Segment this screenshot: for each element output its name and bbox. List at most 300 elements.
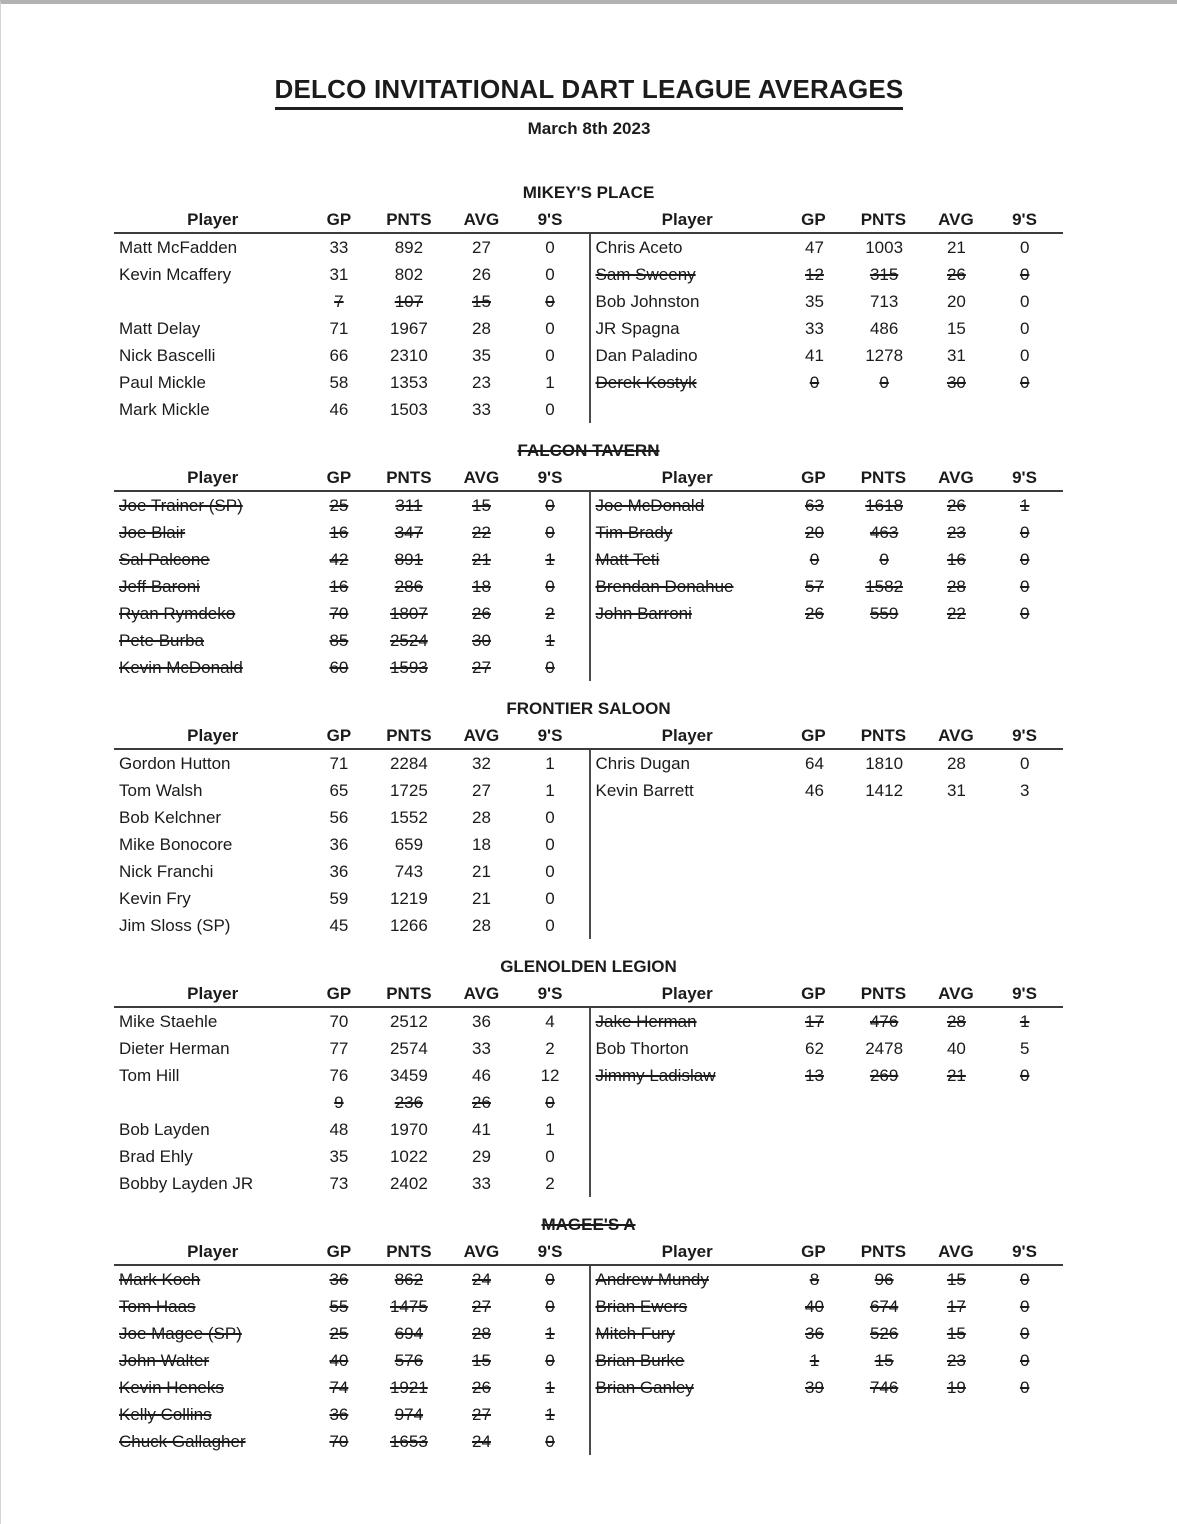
table-row xyxy=(591,288,1064,315)
gp-cell: 36 xyxy=(329,835,349,854)
right-table-rows xyxy=(589,750,1064,939)
avg-cell: 21 xyxy=(946,238,966,257)
player-name-cell: Andrew Mundy xyxy=(595,1270,709,1289)
nines-cell: 0 xyxy=(1019,319,1030,338)
gp-cell: 71 xyxy=(329,319,349,338)
left-table-header xyxy=(114,982,589,1006)
gp-cell: 16 xyxy=(329,523,349,542)
player-column-header: Player xyxy=(661,210,713,229)
table-row xyxy=(114,1293,589,1320)
pnts-cell: 659 xyxy=(394,835,424,854)
avg-cell: 22 xyxy=(472,523,491,542)
nines-cell: 0 xyxy=(1019,1270,1030,1289)
avg-cell: 15 xyxy=(472,496,491,515)
avg-cell: 46 xyxy=(472,1066,491,1085)
left-table-header xyxy=(114,724,589,748)
nines-cell: 0 xyxy=(1019,1378,1030,1397)
avg-column-header: AVG xyxy=(463,468,500,487)
left-table-header xyxy=(114,466,589,490)
nines-cell: 0 xyxy=(545,577,555,596)
pnts-cell: 2524 xyxy=(389,631,428,650)
gp-cell: 8 xyxy=(809,1270,820,1289)
gp-cell: 36 xyxy=(329,1270,349,1289)
gp-cell: 41 xyxy=(804,346,824,365)
table-row xyxy=(114,369,589,396)
nines-cell: 0 xyxy=(1019,265,1030,284)
avg-cell: 15 xyxy=(946,1270,966,1289)
table-row xyxy=(591,600,1064,627)
section-title: FALCON TAVERN xyxy=(517,441,660,460)
nines-cell: 5 xyxy=(1019,1039,1030,1058)
avg-cell: 21 xyxy=(472,862,491,881)
avg-cell: 28 xyxy=(472,808,491,827)
table-row xyxy=(114,1008,589,1035)
pnts-cell: 2478 xyxy=(865,1039,904,1058)
pnts-cell: 743 xyxy=(394,862,424,881)
avg-cell: 26 xyxy=(472,265,491,284)
nines-cell: 0 xyxy=(545,1270,555,1289)
table-row xyxy=(114,1347,589,1374)
avg-cell: 22 xyxy=(946,604,966,623)
player-name-cell: Brad Ehly xyxy=(119,1147,193,1166)
nines-cell: 0 xyxy=(545,808,555,827)
table-row xyxy=(591,261,1064,288)
nines-cell: 0 xyxy=(1019,292,1030,311)
pnts-cell: 2310 xyxy=(389,346,428,365)
table-row xyxy=(591,1266,1064,1293)
player-column-header: Player xyxy=(187,468,239,487)
nines-cell: 1 xyxy=(545,1120,555,1139)
pnts-column-header: PNTS xyxy=(386,726,432,745)
pnts-cell: 1582 xyxy=(865,577,904,596)
avg-cell: 15 xyxy=(946,1324,966,1343)
avg-cell: 28 xyxy=(472,319,491,338)
right-table-rows xyxy=(589,492,1064,681)
nines-cell: 0 xyxy=(545,496,555,515)
avg-cell: 15 xyxy=(472,292,491,311)
pnts-cell: 107 xyxy=(394,292,424,311)
player-name-cell: Bobby Layden JR xyxy=(119,1174,254,1193)
player-name-cell: Tom Haas xyxy=(119,1297,196,1316)
gp-cell: 64 xyxy=(804,754,824,773)
avg-cell: 32 xyxy=(472,754,491,773)
pnts-cell: 347 xyxy=(394,523,424,542)
player-name-cell: Jake Herman xyxy=(595,1012,697,1031)
league-section xyxy=(114,954,1063,1197)
nines-cell: 0 xyxy=(1019,1351,1030,1370)
nines-cell: 0 xyxy=(1019,346,1030,365)
table-row xyxy=(114,1266,589,1293)
gp-cell: 73 xyxy=(329,1174,349,1193)
table-row xyxy=(114,1089,589,1116)
avg-column-header: AVG xyxy=(463,210,500,229)
table-row xyxy=(114,1035,589,1062)
gp-cell: 59 xyxy=(329,889,349,908)
table-row xyxy=(114,573,589,600)
avg-cell: 28 xyxy=(472,1324,491,1343)
pnts-cell: 974 xyxy=(394,1405,424,1424)
gp-cell: 63 xyxy=(804,496,824,515)
section-title: MIKEY'S PLACE xyxy=(522,183,655,202)
nines-cell: 1 xyxy=(545,373,555,392)
player-name-cell: Mike Staehle xyxy=(119,1012,218,1031)
right-table-header xyxy=(589,208,1064,232)
gp-cell: 16 xyxy=(329,577,349,596)
avg-cell: 28 xyxy=(946,1012,966,1031)
table-row xyxy=(114,1401,589,1428)
avg-cell: 41 xyxy=(472,1120,491,1139)
player-name-cell: Tim Brady xyxy=(595,523,673,542)
nines-column-header: 9'S xyxy=(537,726,563,745)
table-row xyxy=(114,1062,589,1089)
avg-column-header: AVG xyxy=(463,984,500,1003)
nines-cell: 1 xyxy=(545,1324,555,1343)
table-row xyxy=(591,1035,1064,1062)
pnts-cell: 0 xyxy=(879,550,889,569)
table-row xyxy=(114,627,589,654)
pnts-cell: 1921 xyxy=(389,1378,428,1397)
player-column-header: Player xyxy=(661,468,713,487)
gp-cell: 35 xyxy=(329,1147,349,1166)
nines-cell: 0 xyxy=(1019,1297,1030,1316)
avg-column-header: AVG xyxy=(938,210,974,229)
pnts-cell: 1967 xyxy=(389,319,428,338)
nines-cell: 3 xyxy=(1019,781,1030,800)
nines-cell: 0 xyxy=(1019,1066,1030,1085)
player-name-cell: Tom Walsh xyxy=(119,781,203,800)
nines-cell: 0 xyxy=(545,319,555,338)
table-row xyxy=(114,804,589,831)
player-name-cell: John Barroni xyxy=(595,604,692,623)
pnts-cell: 2512 xyxy=(389,1012,428,1031)
right-table-rows xyxy=(589,234,1064,423)
pnts-cell: 15 xyxy=(874,1351,894,1370)
avg-cell: 24 xyxy=(472,1270,491,1289)
table-row xyxy=(114,396,589,423)
player-name-cell: Chris Dugan xyxy=(595,754,690,773)
player-column-header: Player xyxy=(661,984,713,1003)
player-name-cell: Mark Mickle xyxy=(119,400,210,419)
nines-cell: 1 xyxy=(545,631,555,650)
nines-cell: 0 xyxy=(1019,550,1030,569)
gp-cell: 25 xyxy=(329,1324,349,1343)
table-row xyxy=(591,1320,1064,1347)
league-section xyxy=(114,438,1063,681)
nines-column-header: 9'S xyxy=(1012,468,1037,487)
pnts-cell: 892 xyxy=(394,238,424,257)
gp-cell: 74 xyxy=(329,1378,349,1397)
player-name-cell: Dan Paladino xyxy=(595,346,698,365)
pnts-cell: 802 xyxy=(394,265,424,284)
avg-cell: 17 xyxy=(946,1297,966,1316)
pnts-cell: 1266 xyxy=(389,916,428,935)
right-table-header xyxy=(589,1240,1064,1264)
player-name-cell: Joe Magee (SP) xyxy=(119,1324,242,1343)
nines-cell: 2 xyxy=(545,1039,555,1058)
pnts-cell: 2574 xyxy=(389,1039,428,1058)
nines-cell: 0 xyxy=(545,238,555,257)
gp-column-header: GP xyxy=(326,468,352,487)
sections xyxy=(114,180,1063,1455)
nines-column-header: 9'S xyxy=(1012,984,1037,1003)
table-row xyxy=(591,315,1064,342)
avg-cell: 33 xyxy=(472,400,491,419)
pnts-cell: 1022 xyxy=(389,1147,428,1166)
gp-cell: 0 xyxy=(809,373,820,392)
player-column-header: Player xyxy=(187,1242,239,1261)
pnts-cell: 694 xyxy=(394,1324,424,1343)
player-name-cell: Jim Sloss (SP) xyxy=(119,916,231,935)
right-table-header xyxy=(589,724,1064,748)
nines-column-header: 9'S xyxy=(1012,210,1037,229)
nines-column-header: 9'S xyxy=(537,468,563,487)
player-name-cell: John Walter xyxy=(119,1351,210,1370)
avg-column-header: AVG xyxy=(463,726,500,745)
player-name-cell: Brendan Donahue xyxy=(595,577,734,596)
table-row xyxy=(114,1374,589,1401)
gp-cell: 71 xyxy=(329,754,349,773)
pnts-cell: 1618 xyxy=(865,496,904,515)
table-row xyxy=(591,750,1064,777)
gp-cell: 7 xyxy=(334,292,344,311)
league-section xyxy=(114,696,1063,939)
table-row xyxy=(114,912,589,939)
player-name-cell: Kelly Collins xyxy=(119,1405,212,1424)
pnts-column-header: PNTS xyxy=(386,468,432,487)
player-name-cell: Matt McFadden xyxy=(119,238,238,257)
left-table-rows xyxy=(114,1008,589,1197)
right-table-header xyxy=(589,982,1064,1006)
page-title: DELCO INVITATIONAL DART LEAGUE AVERAGES xyxy=(275,74,904,110)
player-name-cell: Jeff Baroni xyxy=(119,577,200,596)
table-row xyxy=(114,1428,589,1455)
nines-cell: 1 xyxy=(1019,496,1030,515)
table-row xyxy=(591,1374,1064,1401)
gp-cell: 0 xyxy=(809,550,820,569)
gp-cell: 31 xyxy=(329,265,349,284)
player-name-cell: Bob Layden xyxy=(119,1120,210,1139)
pnts-cell: 559 xyxy=(869,604,899,623)
table-body xyxy=(114,1266,1063,1455)
player-column-header: Player xyxy=(187,210,239,229)
table-header-row xyxy=(114,208,1063,234)
gp-column-header: GP xyxy=(801,468,826,487)
player-name-cell: Nick Bascelli xyxy=(119,346,216,365)
player-name-cell: Dieter Herman xyxy=(119,1039,230,1058)
pnts-cell: 315 xyxy=(869,265,899,284)
player-name-cell: Brian Ganley xyxy=(595,1378,694,1397)
nines-cell: 0 xyxy=(545,916,555,935)
avg-column-header: AVG xyxy=(938,726,974,745)
gp-cell: 77 xyxy=(329,1039,349,1058)
league-section xyxy=(114,180,1063,423)
gp-cell: 70 xyxy=(329,1432,349,1451)
gp-cell: 46 xyxy=(804,781,824,800)
nines-column-header: 9'S xyxy=(537,1242,563,1261)
gp-cell: 26 xyxy=(804,604,824,623)
nines-cell: 0 xyxy=(545,1432,555,1451)
avg-cell: 27 xyxy=(472,238,491,257)
player-name-cell xyxy=(114,1089,311,1116)
pnts-column-header: PNTS xyxy=(860,210,907,229)
table-row xyxy=(114,777,589,804)
nines-cell: 0 xyxy=(1019,1324,1030,1343)
pnts-cell: 269 xyxy=(869,1066,899,1085)
pnts-cell: 713 xyxy=(869,292,899,311)
avg-cell: 16 xyxy=(946,550,966,569)
table-body xyxy=(114,750,1063,939)
gp-cell: 70 xyxy=(329,604,349,623)
player-name-cell: Matt Delay xyxy=(119,319,201,338)
nines-cell: 0 xyxy=(545,889,555,908)
table-header-row xyxy=(114,1240,1063,1266)
nines-cell: 0 xyxy=(1019,754,1030,773)
section-title: MAGEE'S A xyxy=(541,1215,636,1234)
avg-cell: 29 xyxy=(472,1147,491,1166)
left-table-rows xyxy=(114,750,589,939)
player-name-cell: Kevin McDonald xyxy=(119,658,243,677)
table-row xyxy=(591,1062,1064,1089)
avg-cell: 23 xyxy=(472,373,491,392)
pnts-cell: 674 xyxy=(869,1297,899,1316)
avg-cell: 15 xyxy=(472,1351,491,1370)
table-row xyxy=(114,519,589,546)
pnts-cell: 1552 xyxy=(389,808,428,827)
avg-cell: 26 xyxy=(946,265,966,284)
table-row xyxy=(591,369,1064,396)
player-name-cell: Brian Ewers xyxy=(595,1297,688,1316)
table-row xyxy=(114,831,589,858)
avg-cell: 33 xyxy=(472,1039,491,1058)
gp-cell: 55 xyxy=(329,1297,349,1316)
player-column-header: Player xyxy=(661,1242,713,1261)
pnts-column-header: PNTS xyxy=(860,1242,907,1261)
player-name-cell: Sal Palcone xyxy=(119,550,210,569)
table-header-row xyxy=(114,724,1063,750)
player-name-cell: Kevin Barrett xyxy=(595,781,694,800)
table-row xyxy=(591,1008,1064,1035)
avg-cell: 28 xyxy=(946,754,966,773)
avg-cell: 18 xyxy=(472,835,491,854)
gp-cell: 66 xyxy=(329,346,349,365)
player-name-cell: Ryan Rymdeko xyxy=(119,604,236,623)
gp-cell: 9 xyxy=(334,1093,344,1112)
table-row xyxy=(114,315,589,342)
avg-column-header: AVG xyxy=(463,1242,500,1261)
pnts-cell: 3459 xyxy=(389,1066,428,1085)
pnts-cell: 1653 xyxy=(389,1432,428,1451)
gp-column-header: GP xyxy=(801,210,826,229)
gp-cell: 33 xyxy=(804,319,824,338)
table-row xyxy=(114,261,589,288)
table-body xyxy=(114,492,1063,681)
left-table-header xyxy=(114,208,589,232)
pnts-cell: 1412 xyxy=(865,781,904,800)
gp-column-header: GP xyxy=(801,1242,826,1261)
avg-cell: 33 xyxy=(472,1174,491,1193)
section-title: FRONTIER SALOON xyxy=(506,699,671,718)
gp-cell: 25 xyxy=(329,496,349,515)
pnts-cell: 1725 xyxy=(389,781,428,800)
pnts-cell: 96 xyxy=(874,1270,894,1289)
nines-cell: 0 xyxy=(545,523,555,542)
avg-cell: 21 xyxy=(946,1066,966,1085)
gp-cell: 46 xyxy=(329,400,349,419)
avg-cell: 30 xyxy=(472,631,491,650)
player-name-cell: Kevin Fry xyxy=(119,889,191,908)
gp-cell: 12 xyxy=(804,265,824,284)
player-name-cell: Derek Kostyk xyxy=(595,373,697,392)
pnts-cell: 311 xyxy=(395,496,423,515)
gp-cell: 42 xyxy=(329,550,349,569)
gp-cell: 35 xyxy=(804,292,824,311)
player-name-cell: JR Spagna xyxy=(595,319,680,338)
gp-column-header: GP xyxy=(326,1242,352,1261)
gp-cell: 56 xyxy=(329,808,349,827)
table-row xyxy=(114,546,589,573)
gp-cell: 40 xyxy=(804,1297,824,1316)
nines-cell: 0 xyxy=(545,862,555,881)
gp-cell: 57 xyxy=(804,577,824,596)
gp-cell: 36 xyxy=(329,862,349,881)
avg-cell: 40 xyxy=(946,1039,966,1058)
right-table-rows xyxy=(589,1008,1064,1197)
pnts-cell: 0 xyxy=(879,373,889,392)
nines-cell: 0 xyxy=(545,1351,555,1370)
nines-cell: 1 xyxy=(545,1378,555,1397)
table-row xyxy=(591,1293,1064,1320)
nines-column-header: 9'S xyxy=(1012,726,1037,745)
avg-cell: 24 xyxy=(472,1432,491,1451)
avg-cell: 26 xyxy=(946,496,966,515)
player-name-cell: Joe Trainer (SP) xyxy=(119,496,243,515)
player-name-cell: Bob Thorton xyxy=(595,1039,689,1058)
player-name-cell: Mike Bonocore xyxy=(119,835,233,854)
pnts-cell: 1503 xyxy=(389,400,428,419)
nines-cell: 0 xyxy=(1019,604,1030,623)
table-row xyxy=(591,1347,1064,1374)
avg-cell: 18 xyxy=(472,577,491,596)
gp-cell: 1 xyxy=(809,1351,820,1370)
gp-cell: 20 xyxy=(804,523,824,542)
pnts-cell: 1003 xyxy=(865,238,904,257)
gp-cell: 65 xyxy=(329,781,349,800)
gp-cell: 45 xyxy=(329,916,349,935)
player-name-cell: Brian Burke xyxy=(595,1351,685,1370)
nines-cell: 0 xyxy=(545,835,555,854)
nines-cell: 2 xyxy=(545,1174,555,1193)
table-row xyxy=(114,1116,589,1143)
gp-cell: 36 xyxy=(804,1324,824,1343)
nines-cell: 0 xyxy=(545,346,555,365)
nines-cell: 0 xyxy=(545,400,555,419)
pnts-cell: 476 xyxy=(869,1012,899,1031)
nines-cell: 1 xyxy=(545,754,555,773)
nines-cell: 0 xyxy=(1019,373,1030,392)
avg-cell: 15 xyxy=(946,319,966,338)
nines-cell: 0 xyxy=(545,1297,555,1316)
table-row xyxy=(114,885,589,912)
avg-cell: 23 xyxy=(946,1351,966,1370)
gp-cell: 48 xyxy=(329,1120,349,1139)
pnts-cell: 2284 xyxy=(389,754,428,773)
pnts-cell: 862 xyxy=(394,1270,424,1289)
player-name-cell: Sam Sweeny xyxy=(595,265,696,284)
table-row xyxy=(114,1320,589,1347)
pnts-column-header: PNTS xyxy=(860,726,907,745)
pnts-cell: 526 xyxy=(869,1324,899,1343)
gp-cell: 62 xyxy=(804,1039,824,1058)
